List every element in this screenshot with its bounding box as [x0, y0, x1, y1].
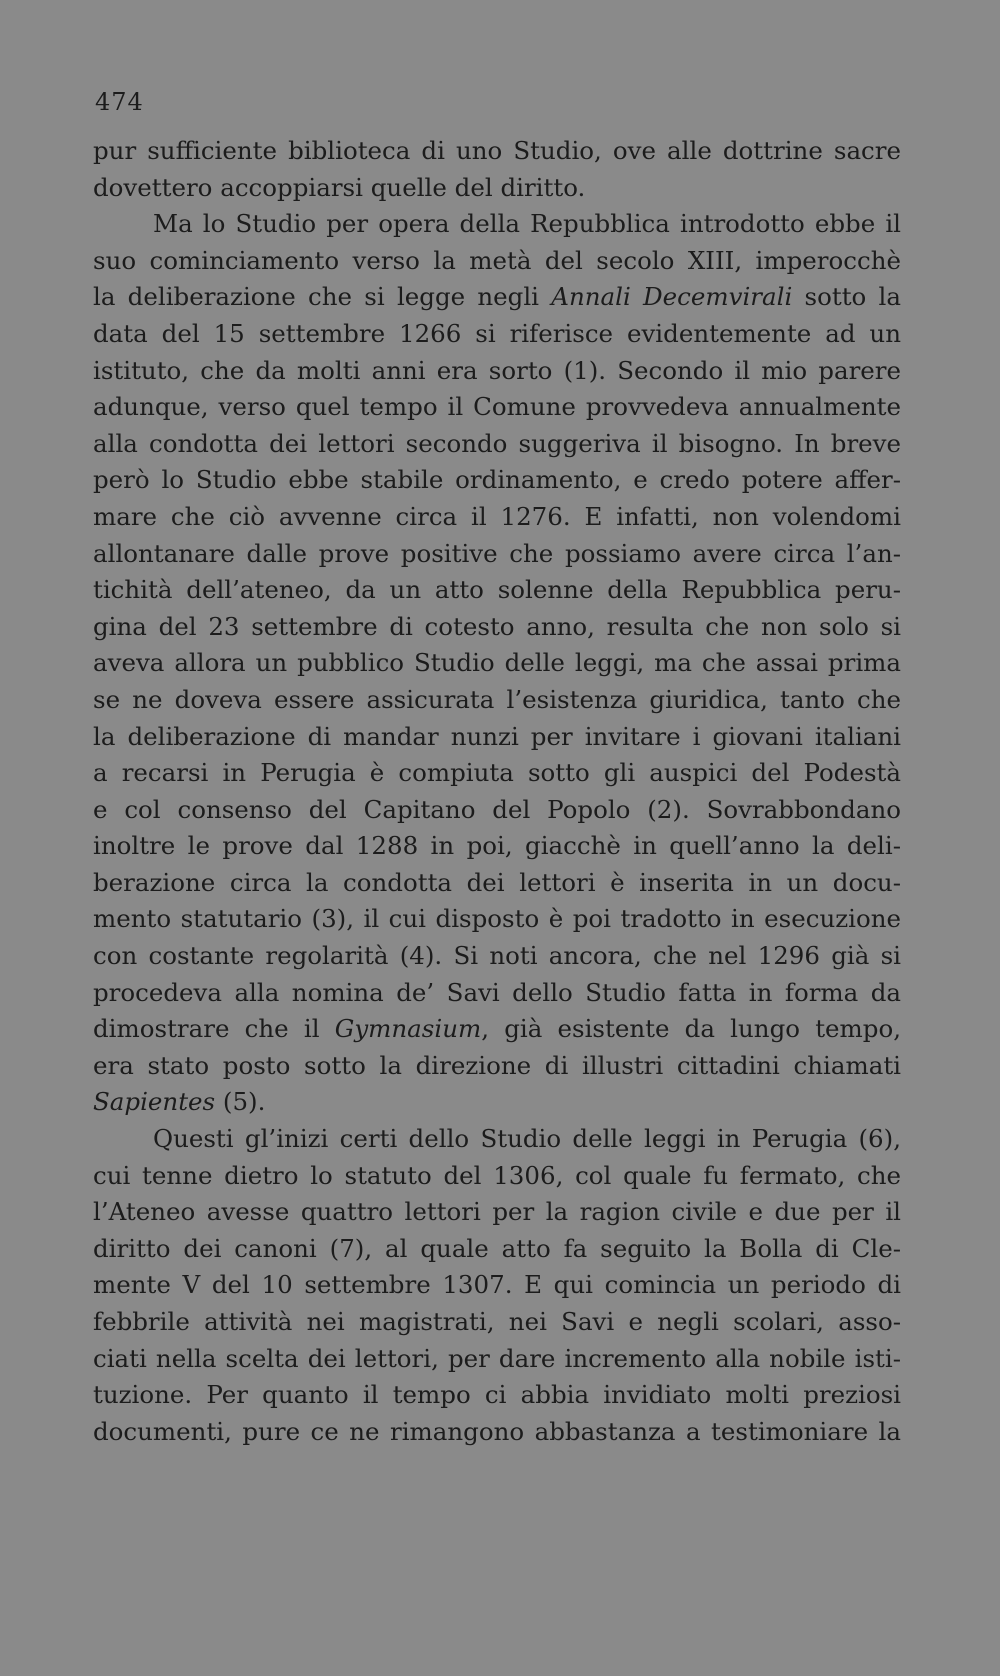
- italic-term: Gymnasium: [334, 1014, 482, 1044]
- text-line: [93, 1084, 901, 1121]
- text-line: mento statutario (3), il cui disposto è poi tradotto in esecuzione: [93, 904, 901, 934]
- text-line: gina del 23 settembre di cotesto anno, resulta che non solo si: [93, 611, 901, 641]
- text-line: inoltre le prove dal 1288 in poi, giacchè in quell’anno la deli-: [93, 831, 901, 861]
- italic-term: Sapientes: [93, 1087, 216, 1117]
- text-line: data del 15 settembre 1266 si riferisce evidentemente ad un: [93, 318, 901, 348]
- text-line: febbrile attività nei magistrati, nei Savi e negli scolari, asso-: [93, 1307, 901, 1336]
- text-line: tichità dell’ateneo, da un atto solenne della Repubblica peru-: [93, 575, 901, 605]
- text-line: diritto dei canoni (7), al quale atto fa seguito la Bolla di Cle-: [93, 1233, 901, 1263]
- text-line: allontanare dalle prove positive che possiamo avere circa l’an-: [93, 538, 901, 568]
- text-segment: sotto la: [792, 282, 901, 312]
- text-line: con costante regolarità (4). Si noti ancora, che nel 1296 già si: [93, 941, 901, 971]
- text-line: documenti, pure ce ne rimangono abbastanza a testimoniare la: [93, 1416, 901, 1446]
- text-line: [93, 279, 901, 316]
- text-line: aveva allora un pubblico Studio delle leggi, ma che assai prima: [93, 648, 901, 678]
- text-segment: , già esistente da lungo tempo,: [481, 1014, 902, 1044]
- text-line: l’Ateneo avesse quattro lettori per la ragion civile e due per il: [93, 1197, 901, 1227]
- italic-term: Annali Decemvirali: [551, 282, 793, 312]
- text-line: istituto, che da molti anni era sorto (1). Secondo il mio parere: [93, 355, 901, 385]
- text-segment: la deliberazione che si legge negli: [93, 282, 552, 312]
- text-line: mente V del 10 settembre 1307. E qui comincia un periodo di: [93, 1270, 901, 1300]
- text-line: e col consenso del Capitano del Popolo (2). Sovrabbondano: [93, 794, 901, 824]
- text-line: suo cominciamento verso la metà del secolo XIII, imperocchè: [93, 245, 901, 275]
- text-line: alla condotta dei lettori secondo suggeriva il bisogno. In breve: [93, 428, 901, 458]
- text-line: mare che ciò avvenne circa il 1276. E infatti, non volendomi: [93, 501, 901, 531]
- text-line: adunque, verso quel tempo il Comune provvedeva annualmente: [93, 392, 901, 422]
- text-line: a recarsi in Perugia è compiuta sotto gli auspici del Podestà: [93, 758, 901, 788]
- text-line: però lo Studio ebbe stabile ordinamento, e credo potere affer-: [93, 465, 901, 495]
- text-line: dovettero accoppiarsi quelle del diritto.: [93, 172, 586, 202]
- text-segment: (5).: [215, 1087, 266, 1117]
- text-line: berazione circa la condotta dei lettori è inserita in un docu-: [93, 867, 901, 897]
- text-line: Questi gl’inizi certi dello Studio delle leggi in Perugia (6),: [153, 1124, 901, 1154]
- page-number: 474: [95, 88, 144, 116]
- text-line: ciati nella scelta dei lettori, per dare incremento alla nobile isti-: [93, 1343, 901, 1373]
- text-line: Ma lo Studio per opera della Repubblica introdotto ebbe il: [153, 209, 901, 239]
- text-line: procedeva alla nomina de’ Savi dello Studio fatta in forma da: [93, 977, 901, 1007]
- text-line: [93, 1011, 901, 1048]
- text-line: pur sufficiente biblioteca di uno Studio, ove alle dottrine sacre: [93, 136, 901, 165]
- text-line: tuzione. Per quanto il tempo ci abbia invidiato molti preziosi: [93, 1380, 901, 1410]
- body-text: [93, 133, 901, 1450]
- text-line: la deliberazione di mandar nunzi per invitare i giovani italiani: [93, 721, 901, 751]
- text-line: se ne doveva essere assicurata l’esistenza giuridica, tanto che: [93, 684, 901, 714]
- text-segment: dimostrare che il: [93, 1014, 335, 1044]
- text-line: era stato posto sotto la direzione di illustri cittadini chiamati: [93, 1050, 901, 1080]
- text-line: cui tenne dietro lo statuto del 1306, col quale fu fermato, che: [93, 1160, 901, 1190]
